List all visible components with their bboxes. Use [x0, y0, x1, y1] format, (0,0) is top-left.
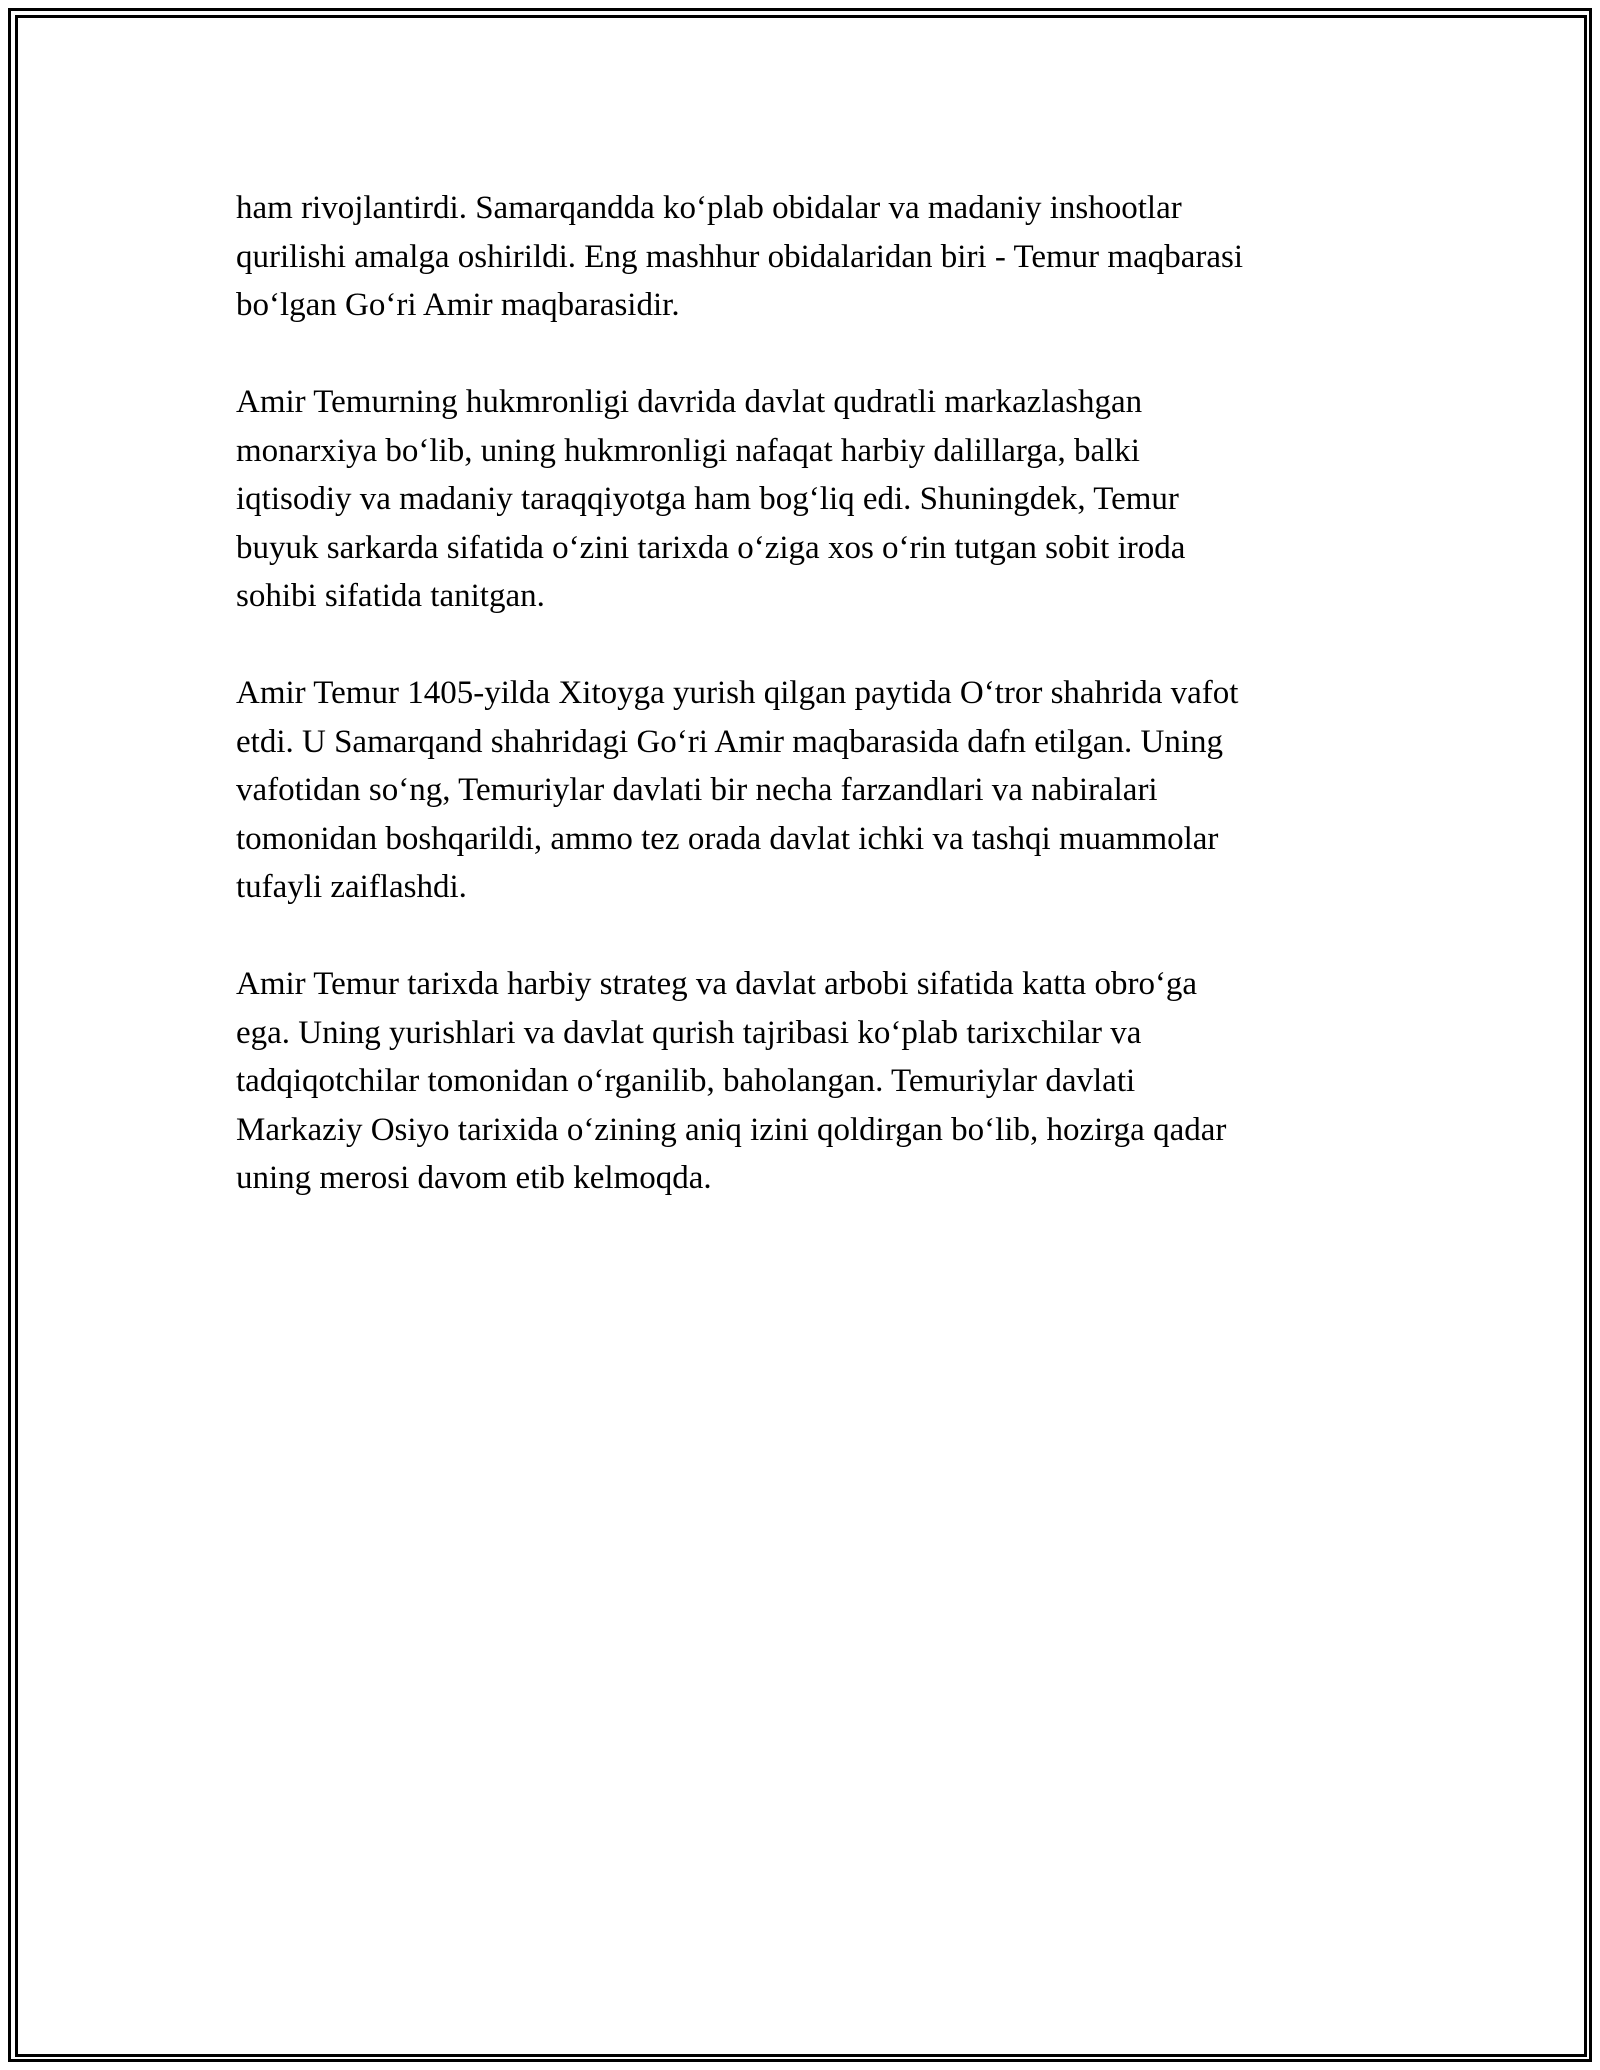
text-line: etdi. U Samarqand shahridagi Go‘ri Amir maqbarasida dafn etilgan. Uning — [236, 723, 1223, 760]
paragraph-2 — [236, 378, 1376, 621]
text-line: qurilishi amalga oshirildi. Eng mashhur obidalaridan biri - Temur maqbarasi — [236, 238, 1244, 275]
text-line: uning merosi davom etib kelmoqda. — [236, 1160, 712, 1196]
text-line: Amir Temurning hukmronligi davrida davlat qudratli markazlashgan — [236, 384, 1143, 420]
text-line: tomonidan boshqarildi, ammo tez orada davlat ichki va tashqi muammolar — [236, 820, 1219, 857]
paragraph-4 — [236, 960, 1376, 1203]
text-line: vafotidan so‘ng, Temuriylar davlati bir necha farzandlari va nabiralari — [236, 772, 1158, 808]
text-line: bo‘lgan Go‘ri Amir maqbarasidir. — [236, 287, 680, 323]
text-line: Amir Temur 1405-yilda Xitoyga yurish qilgan paytida O‘tror shahrida vafot — [236, 675, 1239, 711]
text-line: buyuk sarkarda sifatida o‘zini tarixda o‘ziga xos o‘rin tutgan sobit iroda — [236, 529, 1186, 566]
paragraph-3 — [236, 669, 1376, 912]
document-body — [236, 184, 1376, 1251]
paragraph-1 — [236, 184, 1376, 330]
text-line: ega. Uning yurishlari va davlat qurish tajribasi ko‘plab tarixchilar va — [236, 1014, 1142, 1051]
text-line: monarxiya bo‘lib, uning hukmronligi nafaqat harbiy dalillarga, balki — [236, 432, 1140, 469]
text-line: sohibi sifatida tanitgan. — [236, 578, 545, 614]
text-line: Amir Temur tarixda harbiy strateg va davlat arbobi sifatida katta obro‘ga — [236, 966, 1198, 1002]
text-line: tufayli zaiflashdi. — [236, 869, 467, 905]
text-line: iqtisodiy va madaniy taraqqiyotga ham bog‘liq edi. Shuningdek, Temur — [236, 481, 1179, 517]
text-line: ham rivojlantirdi. Samarqandda ko‘plab obidalar va madaniy inshootlar — [236, 190, 1182, 226]
text-line: tadqiqotchilar tomonidan o‘rganilib, baholangan. Temuriylar davlati — [236, 1063, 1136, 1099]
text-line: Markaziy Osiyo tarixida o‘zining aniq izini qoldirgan bo‘lib, hozirga qadar — [236, 1111, 1227, 1148]
